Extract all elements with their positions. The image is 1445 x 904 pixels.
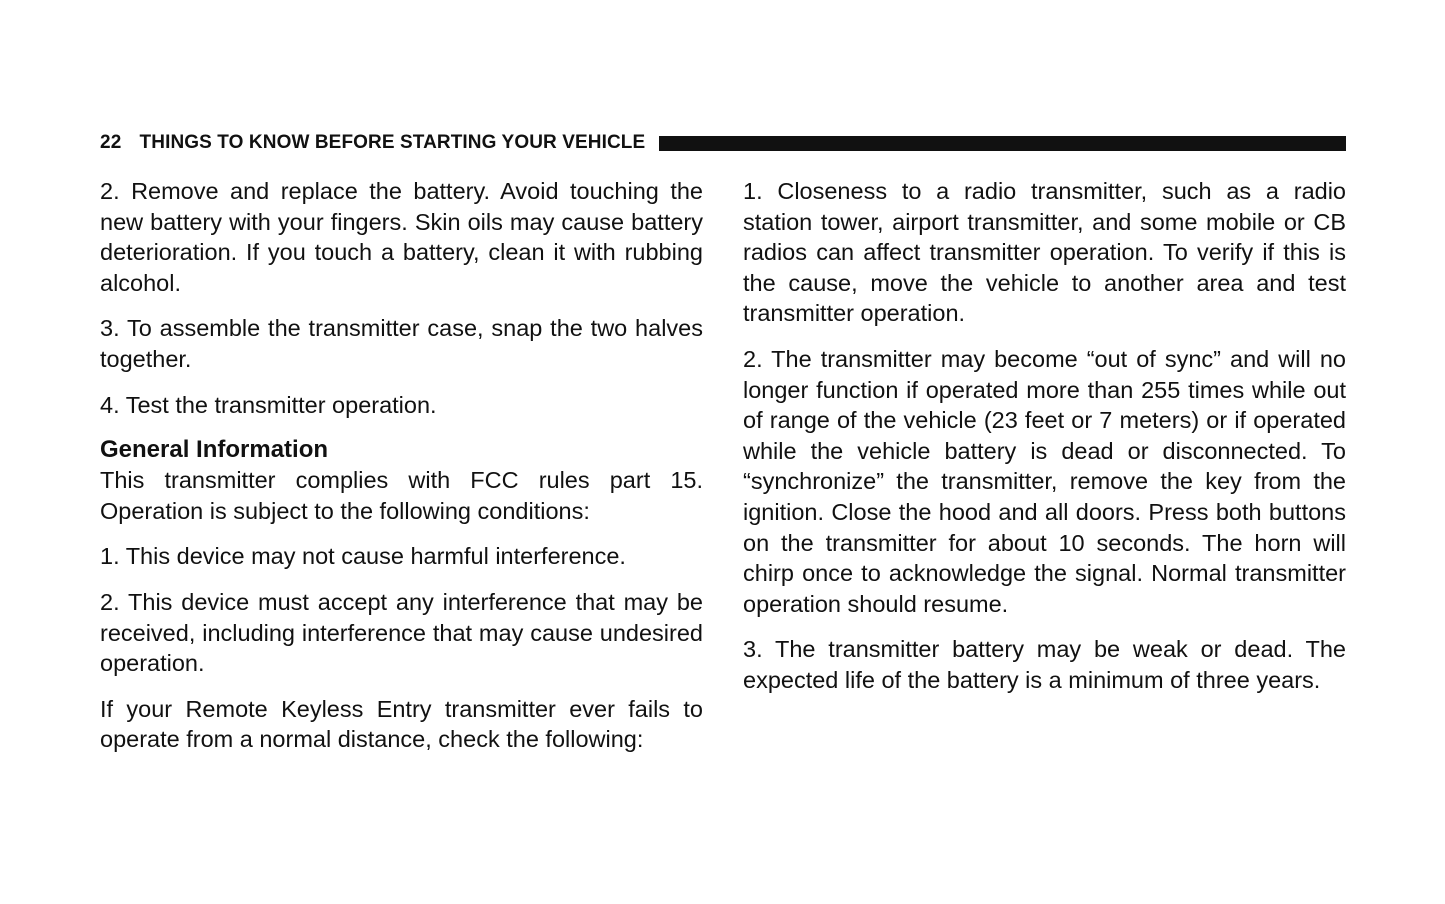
step-4-paragraph: 4. Test the transmitter operation. xyxy=(100,391,437,418)
general-information-heading: General Information xyxy=(100,436,329,464)
step-2-paragraph: 2. Remove and replace the battery. Avoid touching the new battery with your fingers. Skin oils may cause battery deterioration. If you touch a battery, clean it with rubbing alcohol. xyxy=(100,178,703,296)
left-column xyxy=(100,176,703,770)
header-rule xyxy=(659,136,1346,151)
check-1-paragraph: 1. Closeness to a radio transmitter, such as a radio station tower, airport transmitter, and some mobile or CB radios can affect transmitter operation. To verify if this is the cause, move the vehicle to another area and test transmitter operation. xyxy=(743,178,1346,327)
check-intro-paragraph: If your Remote Keyless Entry transmitter ever fails to operate from a normal distance, check the following: xyxy=(100,695,703,753)
fcc-intro-paragraph: This transmitter complies with FCC rules part 15. Operation is subject to the following conditions: xyxy=(100,467,703,524)
check-3-paragraph: 3. The transmitter battery may be weak or dead. The expected life of the battery is a minimum of three years. xyxy=(743,636,1346,693)
step-3-paragraph: 3. To assemble the transmitter case, snap the two halves together. xyxy=(100,315,703,372)
right-column xyxy=(743,176,1346,711)
page-header xyxy=(100,131,1346,155)
condition-2-paragraph: 2. This device must accept any interference that may be received, including interference that may cause undesired operation. xyxy=(100,588,703,677)
page-number: 22 xyxy=(100,132,122,153)
section-title: THINGS TO KNOW BEFORE STARTING YOUR VEHICLE xyxy=(139,132,646,153)
condition-1-paragraph: 1. This device may not cause harmful interference. xyxy=(100,543,626,570)
check-2-paragraph: 2. The transmitter may become “out of sync” and will no longer function if operated more than 255 times while out of range of the vehicle (23 feet or 7 meters) or if operated while the vehicle battery is dead or disconnected. To “synchronize” the transmitter, remove the key from the ignition. Close the hood and all doors. Press both buttons on the transmitter for about 10 seconds. The horn will chirp once to acknowledge the signal. Normal transmitter operation should resume. xyxy=(743,345,1346,617)
